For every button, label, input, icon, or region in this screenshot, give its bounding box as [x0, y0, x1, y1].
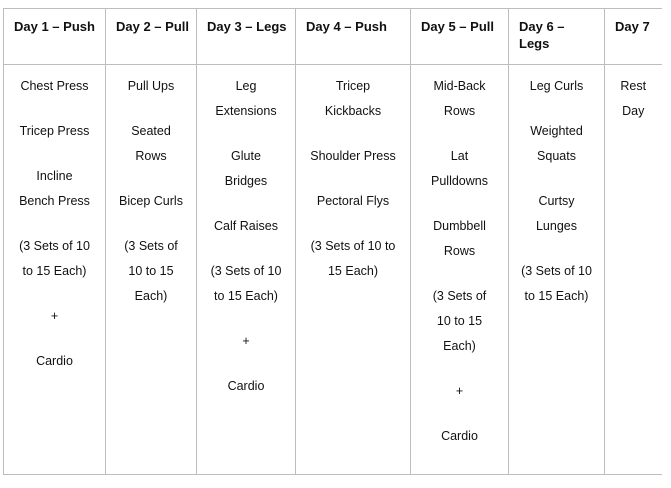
exercise-line: Lat: [450, 149, 469, 163]
spacer: [7, 329, 102, 349]
exercise-line: Cardio: [441, 429, 478, 443]
spacer: [512, 239, 601, 259]
spacer: [200, 194, 292, 214]
day-1-header: Day 1 – Push: [4, 9, 106, 65]
day-4-header: Day 4 – Push: [296, 9, 411, 65]
sets-note: (3 Sets of 10: [19, 239, 90, 253]
exercise-line: Mid-Back: [433, 79, 486, 93]
plus-sign: +: [455, 384, 464, 398]
exercise-line: Rows: [135, 149, 167, 163]
day-2-exercises: [106, 65, 197, 475]
exercise-line: Bicep Curls: [119, 194, 183, 208]
plus-sign: +: [50, 309, 59, 323]
exercise-line: Bridges: [224, 174, 268, 188]
day-3-exercises: [197, 65, 296, 475]
spacer: [7, 284, 102, 304]
sets-note: to 15 Each): [524, 289, 589, 303]
day-7-header: Day 7: [605, 9, 662, 65]
exercise-line: Glute: [231, 149, 261, 163]
exercise-line: Kickbacks: [324, 104, 382, 118]
exercise-line: Pull Ups: [127, 79, 175, 93]
sets-note: Each): [443, 339, 476, 353]
spacer: [414, 194, 505, 214]
exercise-line: Tricep: [335, 79, 371, 93]
sets-note: (3 Sets of 10: [210, 264, 282, 278]
spacer: [7, 99, 102, 119]
sets-note: (3 Sets of 10: [521, 264, 592, 278]
exercise-line: Weighted: [530, 124, 583, 138]
spacer: [414, 404, 505, 424]
spacer: [109, 214, 193, 234]
exercise-line: Seated: [131, 124, 171, 138]
spacer: [414, 359, 505, 379]
spacer: [7, 144, 102, 164]
exercise-line: Pectoral Flys: [316, 194, 390, 208]
spacer: [512, 99, 601, 119]
day-1-exercises: [4, 65, 106, 475]
exercise-line: Tricep Press: [19, 124, 90, 138]
exercise-line: Leg Curls: [529, 79, 584, 93]
sets-note: 10 to 15: [436, 314, 483, 328]
sets-note: to 15 Each): [22, 264, 87, 278]
spacer: [299, 124, 407, 144]
plus-sign: +: [242, 334, 250, 348]
day-7-exercises: [605, 65, 662, 475]
sets-note: Each): [134, 289, 168, 303]
header-row: [4, 9, 662, 65]
exercise-line: Dumbbell: [433, 219, 486, 233]
exercise-line: Lunges: [535, 219, 577, 233]
spacer: [200, 354, 292, 374]
exercise-line: Shoulder Press: [310, 149, 396, 163]
spacer: [414, 124, 505, 144]
sets-note: to 15 Each): [214, 289, 278, 303]
spacer: [299, 169, 407, 189]
exercise-line: Leg: [235, 79, 257, 93]
spacer: [512, 169, 601, 189]
exercise-line: Day: [622, 104, 645, 118]
spacer: [414, 264, 505, 284]
exercise-line: Cardio: [36, 354, 73, 368]
exercise-line: Curtsy: [538, 194, 575, 208]
exercise-line: Incline: [36, 169, 73, 183]
exercise-line: Chest Press: [20, 79, 89, 93]
day-6-header: Day 6 – Legs: [509, 9, 605, 65]
spacer: [7, 214, 102, 234]
exercise-row: [4, 65, 662, 475]
spacer: [200, 239, 292, 259]
sets-note: (3 Sets of: [124, 239, 178, 253]
spacer: [109, 99, 193, 119]
day-2-header: Day 2 – Pull: [106, 9, 197, 65]
spacer: [200, 124, 292, 144]
sets-note: 15 Each): [327, 264, 379, 278]
exercise-line: Calf Raises: [214, 219, 278, 233]
sets-note: 10 to 15: [128, 264, 174, 278]
day-5-exercises: [411, 65, 509, 475]
sets-note: (3 Sets of: [432, 289, 487, 303]
exercise-line: Rest: [620, 79, 647, 93]
day-4-exercises: [296, 65, 411, 475]
sets-note: (3 Sets of 10 to: [310, 239, 396, 253]
exercise-line: Squats: [537, 149, 576, 163]
exercise-line: Cardio: [227, 379, 265, 393]
spacer: [299, 214, 407, 234]
exercise-line: Bench Press: [19, 194, 90, 208]
day-3-header: Day 3 – Legs: [197, 9, 296, 65]
exercise-line: Pulldowns: [431, 174, 488, 188]
exercise-line: Extensions: [215, 104, 277, 118]
day-5-header: Day 5 – Pull: [411, 9, 509, 65]
spacer: [200, 309, 292, 329]
spacer: [109, 169, 193, 189]
workout-schedule-table: [3, 8, 662, 475]
day-6-exercises: [509, 65, 605, 475]
exercise-line: Rows: [443, 104, 476, 118]
exercise-line: Rows: [443, 244, 476, 258]
